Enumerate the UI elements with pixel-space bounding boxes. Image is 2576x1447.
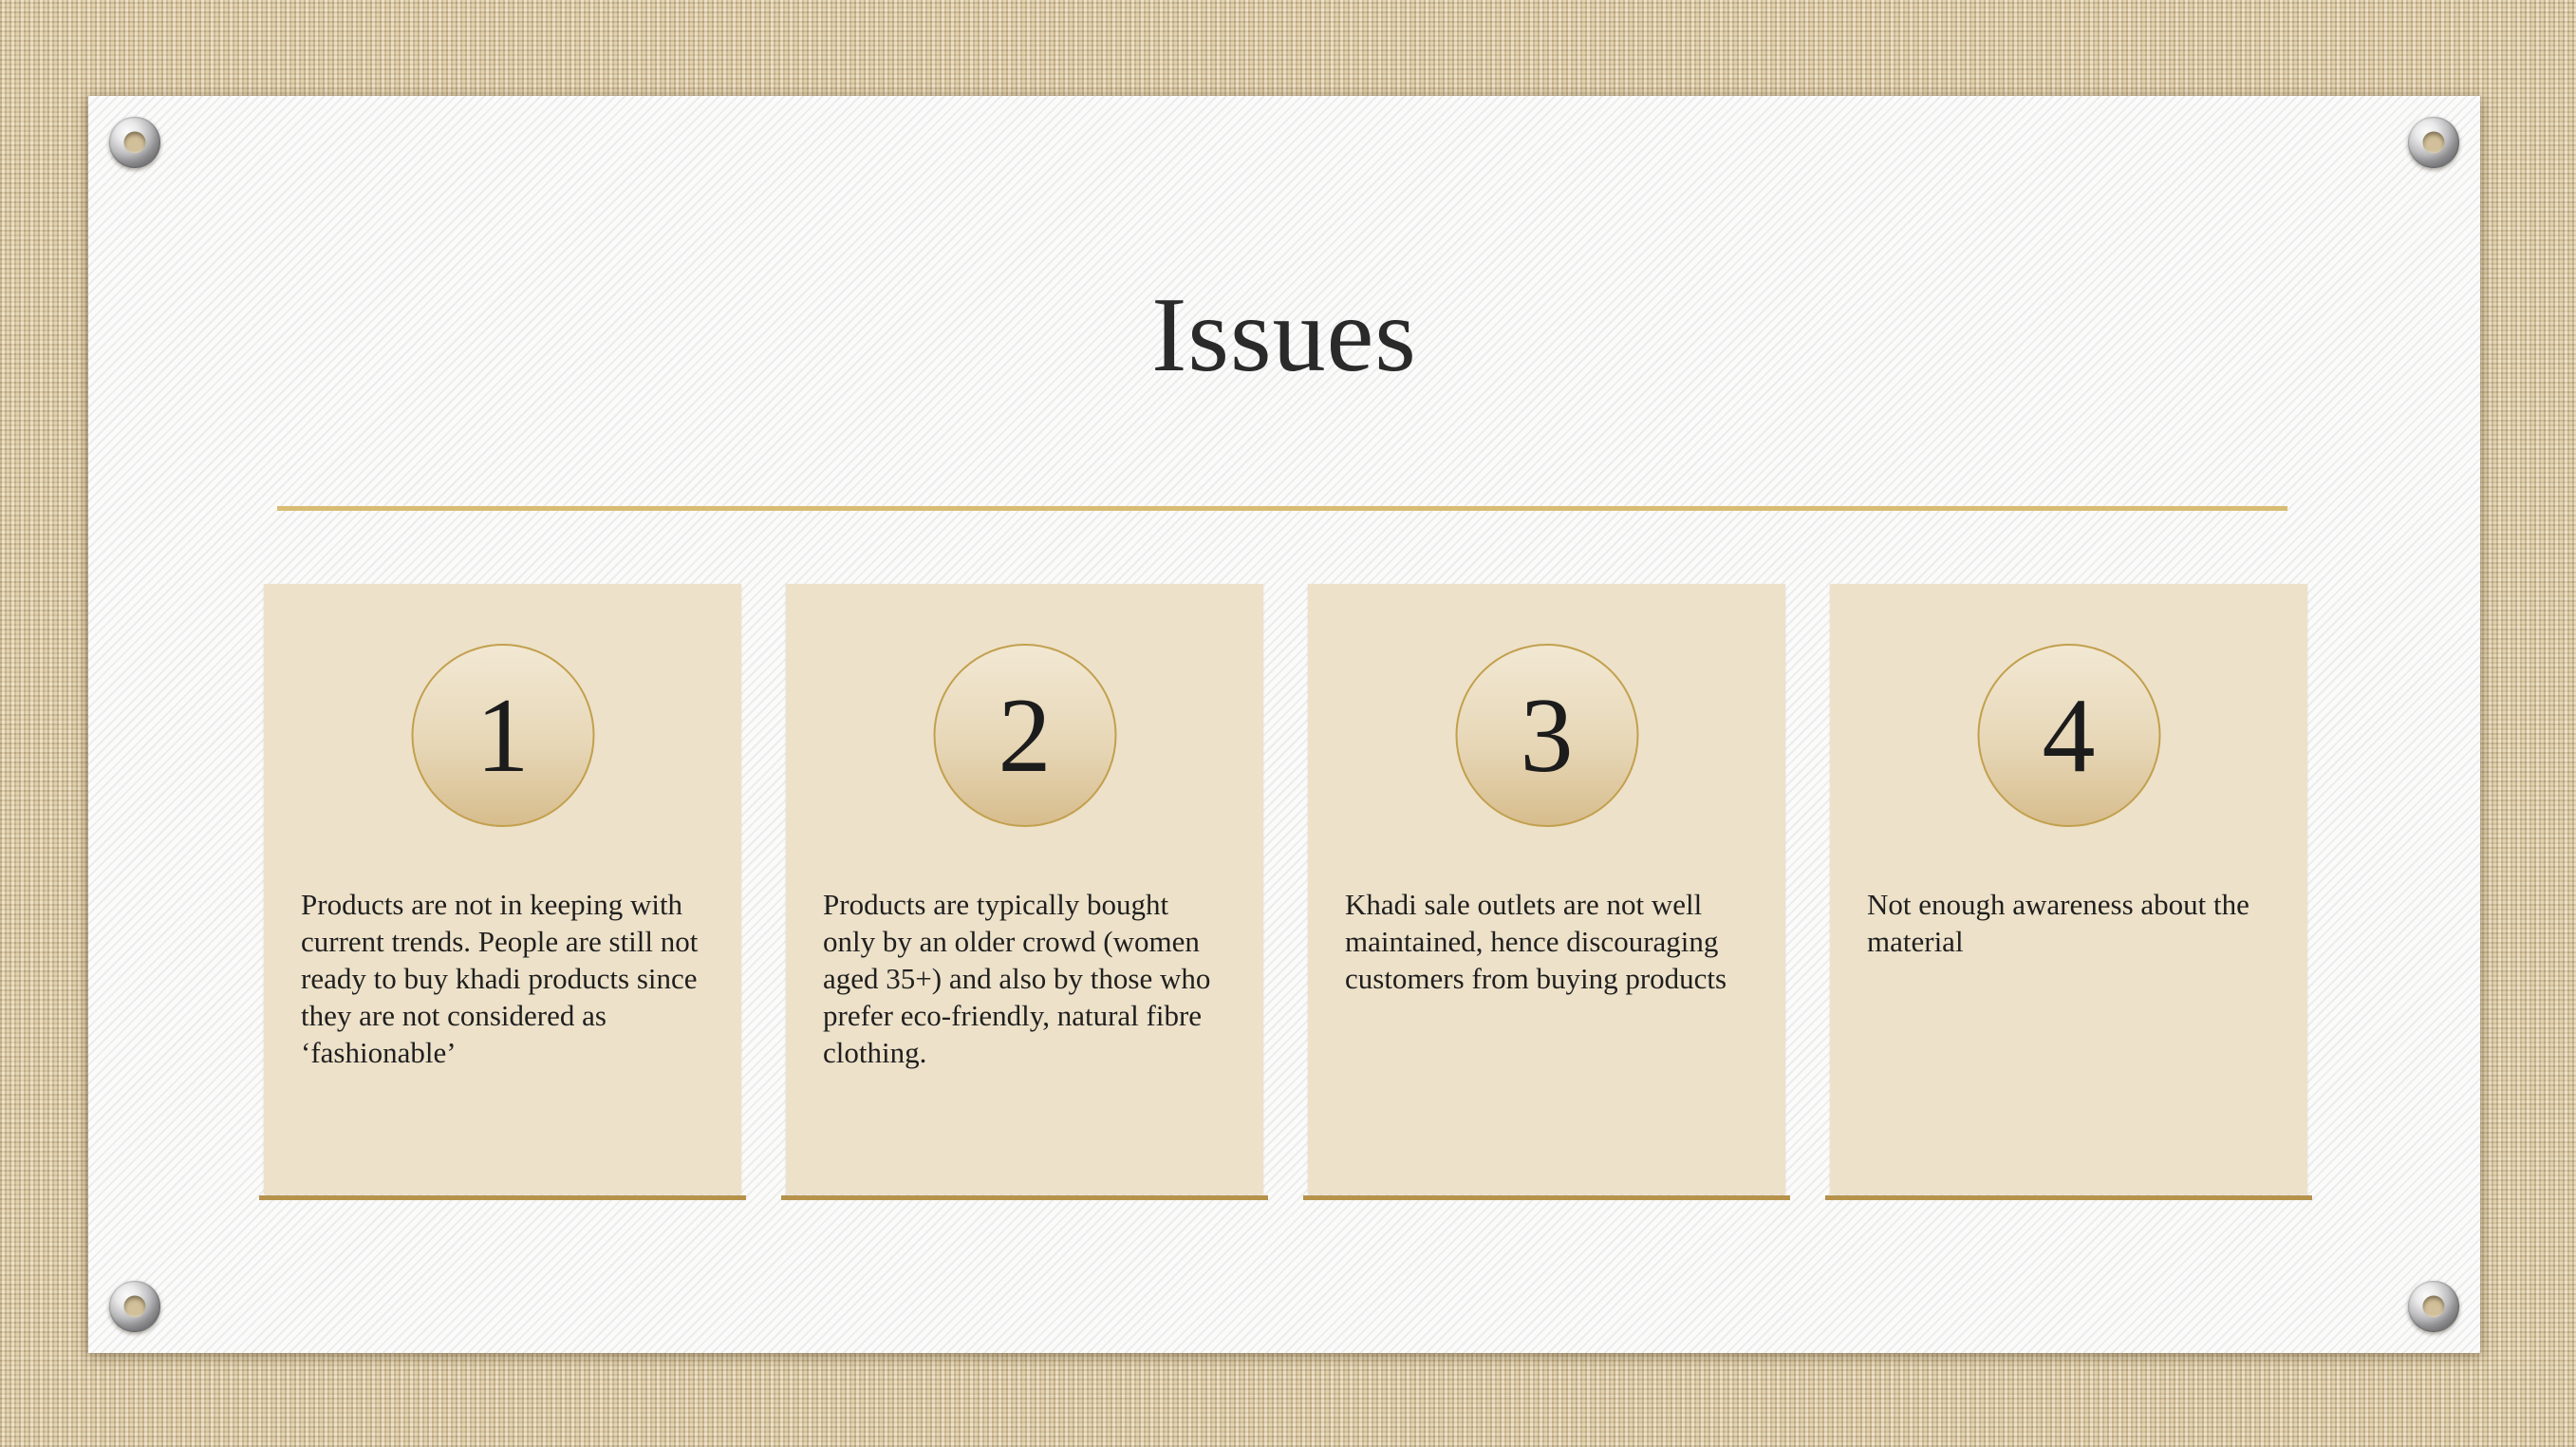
number-badge-2 (933, 644, 1116, 827)
grommet-icon (109, 1281, 160, 1332)
grommet-hole (124, 132, 146, 154)
slide-title: Issues (1151, 276, 1417, 394)
issue-card-3 (1308, 584, 1785, 1194)
issue-card-4 (1830, 584, 2307, 1194)
card-underline (781, 1195, 1268, 1200)
number-badge-1 (411, 644, 594, 827)
grommet-icon (109, 117, 160, 168)
badge-number: 2 (998, 676, 1052, 795)
card-underline (1303, 1195, 1790, 1200)
grommet-icon (2408, 117, 2459, 168)
issue-card-1 (264, 584, 741, 1194)
issues-cards-row (264, 584, 2307, 1194)
issue-text-2: Products are typically bought only by an older crowd (women aged 35+) and also by those who prefer eco-friendly, natural fibre clothing. (823, 888, 1211, 1069)
grommet-hole (124, 1296, 146, 1318)
issue-text-4: Not enough awareness about the material (1867, 888, 2249, 958)
badge-number: 3 (1520, 676, 1574, 795)
badge-number: 1 (476, 676, 530, 795)
number-badge-3 (1455, 644, 1638, 827)
issue-card-2 (786, 584, 1263, 1194)
grommet-hole (2423, 132, 2445, 154)
badge-number: 4 (2042, 676, 2096, 795)
title-divider (277, 506, 2287, 511)
card-underline (259, 1195, 746, 1200)
card-underline (1825, 1195, 2312, 1200)
grommet-hole (2423, 1296, 2445, 1318)
grommet-icon (2408, 1281, 2459, 1332)
number-badge-4 (1977, 644, 2160, 827)
issue-text-1: Products are not in keeping with current trends. People are still not ready to buy khadi products since they are not considered as ‘fashionable’ (301, 888, 699, 1069)
issue-text-3: Khadi sale outlets are not well maintained, hence discouraging customers from buying products (1345, 888, 1727, 995)
slide-sheet (88, 96, 2480, 1353)
